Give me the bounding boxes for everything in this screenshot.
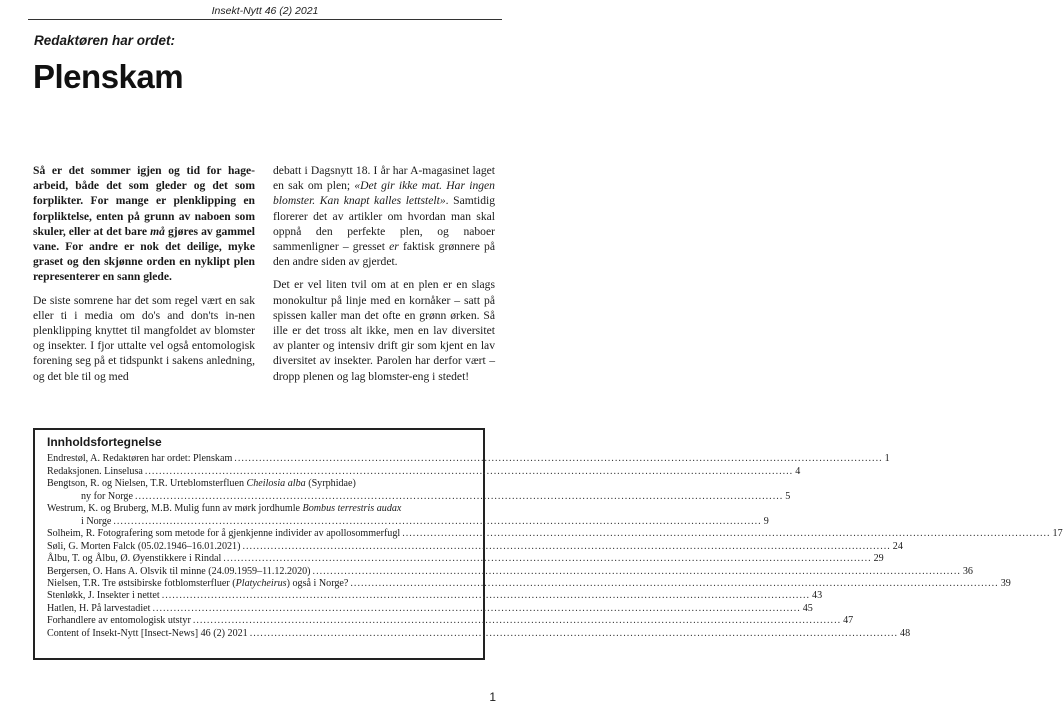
lead-paragraph bbox=[33, 163, 255, 285]
toc-leader-dots bbox=[313, 566, 961, 578]
toc-title: Innholdsfortegnelse bbox=[47, 435, 162, 449]
toc-page-number: 5 bbox=[785, 490, 791, 502]
toc-entry[interactable] bbox=[47, 577, 1011, 590]
toc-leader-dots bbox=[234, 453, 882, 465]
toc-entry-species: Platycheirus bbox=[235, 577, 287, 589]
toc-entry-text: Westrum, K. og Bruberg, M.B. Mulig funn av mørk jordhumle bbox=[47, 503, 303, 515]
toc-page-number: 1 bbox=[884, 453, 890, 465]
toc-entry-cont-text: ny for Norge bbox=[81, 490, 133, 502]
journal-issue: Insekt-Nytt 46 (2) 2021 bbox=[211, 5, 319, 17]
left-column bbox=[33, 163, 255, 392]
p2-text-1: debatt i Dagsnytt 18. I år har A-magasinet laget en sak om plen; bbox=[273, 164, 495, 193]
toc-entry[interactable] bbox=[47, 602, 813, 615]
page-number: 1 bbox=[489, 690, 496, 704]
toc-entry-continuation bbox=[47, 490, 791, 503]
toc-entry[interactable] bbox=[47, 528, 1063, 540]
toc-entry-line bbox=[47, 577, 1011, 590]
header-rule bbox=[28, 19, 502, 20]
toc-entry-label bbox=[47, 578, 348, 590]
toc-page-number: 48 bbox=[900, 627, 911, 639]
toc-page-number: 24 bbox=[892, 540, 903, 552]
toc-entry-text: Solheim, R. Fotografering som metode for å gjenkjenne individer av apollosommerfugl bbox=[47, 528, 401, 540]
toc-entry-first-line bbox=[47, 503, 474, 515]
toc-leader-dots bbox=[242, 541, 890, 553]
toc-page-number: 36 bbox=[962, 565, 973, 577]
toc-entry-line bbox=[47, 565, 973, 578]
toc-leader-dots bbox=[193, 615, 841, 627]
toc-entry-label bbox=[47, 528, 400, 540]
toc-leader-dots bbox=[162, 590, 810, 602]
body-paragraph-1: De siste somrene har det som regel vært en sak eller ti i media om do's and don'ts in-nen plenklipping knyttet til mangfoldet av blomster og insekter. I fjor uttalte vel også entomologisk forening seg på et tidspunkt i sakens anledning, og det ble til og med bbox=[33, 293, 255, 383]
toc-entry-text: Søli, G. Morten Falck (05.02.1946–16.01.2021) bbox=[47, 540, 241, 552]
toc-page-number: 45 bbox=[802, 602, 813, 614]
article-kicker: Redaktøren har ordet: bbox=[34, 33, 176, 48]
body-paragraph-2 bbox=[273, 163, 495, 269]
toc-page-number: 9 bbox=[763, 515, 769, 527]
toc-entry-line bbox=[47, 602, 813, 615]
toc-entry-text: Forhandlere av entomologisk utstyr bbox=[47, 615, 191, 627]
lead-text-1: Så er det sommer igjen og tid for hage-arbeid, både det som gleder og det som forplikter. For mange er plenklipping en forpliktelse, enten på grunn av naboen som skuler, eller at det bare bbox=[33, 164, 255, 238]
toc-entry-text: Nielsen, T.R. Tre østsibirske fotblomsterfluer ( bbox=[47, 577, 236, 589]
toc-entry-label bbox=[47, 615, 191, 627]
toc-entry[interactable] bbox=[47, 553, 884, 565]
toc-page-number: 43 bbox=[812, 590, 823, 602]
toc-entry-species: Cheilosia alba bbox=[246, 478, 306, 490]
toc-entry-line bbox=[47, 590, 823, 602]
toc-entry-line bbox=[47, 627, 911, 640]
right-column bbox=[273, 163, 495, 392]
toc-entry-text: Bengtson, R. og Nielsen, T.R. Urteblomsterfluen bbox=[47, 478, 247, 490]
toc-entry[interactable] bbox=[47, 565, 973, 578]
toc-entry-label bbox=[47, 466, 143, 478]
toc-page-number: 17 bbox=[1052, 528, 1063, 540]
toc-entry-species: Bombus terrestris audax bbox=[302, 503, 402, 515]
toc-entry-text: Content of Insekt-Nytt [Insect-News] 46 (2) 2021 bbox=[47, 627, 248, 639]
toc-entry-text: Hatlen, H. På larvestadiet bbox=[47, 602, 151, 614]
toc-entry-label bbox=[47, 541, 240, 553]
toc-entry-cont-text: i Norge bbox=[81, 515, 112, 527]
toc-leader-dots bbox=[250, 628, 898, 640]
toc-entry-line bbox=[47, 540, 903, 553]
p2-text-2: . Samtidig florerer det av artikler om hvordan man skal oppnå den perfekte plen, og naboer sammenligner – gresset bbox=[273, 194, 496, 254]
toc-leader-dots bbox=[350, 578, 998, 590]
toc-entry-label bbox=[47, 453, 232, 465]
lead-text-2: gjøres av gammel vane. For andre er nok det deilige, myke graset og den skjønne orden en nyklipt plen representerer en sann glede. bbox=[33, 224, 255, 284]
magazine-quote: «Det gir ikke mat. Har ingen blomster. Kan knapt kalles lettstelt» bbox=[273, 179, 495, 208]
toc-entry-line bbox=[47, 465, 801, 478]
toc-entry[interactable] bbox=[47, 590, 823, 602]
toc-entry[interactable] bbox=[47, 453, 890, 465]
toc-entry[interactable] bbox=[47, 627, 911, 640]
toc-entry[interactable] bbox=[47, 465, 801, 478]
toc-entry-line bbox=[47, 453, 890, 465]
body-paragraph-3: Det er vel liten tvil om at en plen er en slags monokultur på linje med en kornåker – satt på spissen kaller man det ofte en grønn ørken. Så ille er det tross alt ikke, men en lav diversitet av planter og intensiv drift gir som kjent en lav diversitet av insekter. Parolen har derfor vært – dropp plenen og lag blomster-eng i stedet! bbox=[273, 278, 495, 383]
toc-page-number: 4 bbox=[795, 465, 801, 477]
toc-entry-label bbox=[47, 603, 150, 615]
toc-page-number: 47 bbox=[843, 615, 854, 627]
toc-entry-label bbox=[47, 628, 248, 640]
toc-entry-line bbox=[47, 615, 854, 627]
table-of-contents bbox=[33, 428, 1063, 660]
toc-page-number: 39 bbox=[1000, 577, 1011, 589]
toc-leader-dots bbox=[402, 528, 1050, 540]
toc-leader-dots bbox=[152, 603, 800, 615]
toc-entry-label bbox=[47, 590, 160, 602]
toc-entry[interactable] bbox=[47, 478, 791, 503]
toc-leader-dots bbox=[223, 553, 871, 565]
toc-entry-line bbox=[47, 553, 884, 565]
toc-entry-label bbox=[47, 553, 221, 565]
p2-text-3: faktisk grønnere på den andre siden av gjerdet. bbox=[273, 240, 495, 269]
toc-entry-text-after: (Syrphidae) bbox=[305, 478, 356, 490]
toc-page-number: 29 bbox=[873, 553, 884, 565]
toc-entry-text: Stenløkk, J. Insekter i nettet bbox=[47, 590, 160, 602]
toc-entry-first-line bbox=[47, 478, 474, 490]
toc-entry-text: Endrestøl, A. Redaktøren har ordet: Plenskam bbox=[47, 453, 233, 465]
toc-list bbox=[47, 453, 1063, 640]
toc-leader-dots bbox=[145, 466, 793, 478]
toc-entry[interactable] bbox=[47, 540, 903, 553]
toc-entry-text: Ålbu, T. og Ålbu, Ø. Øyenstikkere i Rindal bbox=[47, 553, 222, 565]
emphasis-er: er bbox=[389, 240, 399, 254]
toc-leader-dots bbox=[113, 516, 761, 528]
article-title: Plenskam bbox=[33, 58, 184, 95]
toc-entry-text-after: ) også i Norge? bbox=[286, 577, 349, 589]
toc-entry-label bbox=[47, 566, 311, 578]
toc-entry-text: Bergersen, O. Hans A. Olsvik til minne (24.09.1959–11.12.2020) bbox=[47, 565, 311, 577]
toc-entry-text: Redaksjonen. Linselusa bbox=[47, 465, 143, 477]
toc-leader-dots bbox=[135, 491, 783, 503]
toc-entry[interactable] bbox=[47, 503, 769, 528]
toc-entry-continuation bbox=[47, 515, 769, 528]
toc-entry[interactable] bbox=[47, 615, 854, 627]
toc-entry-line bbox=[47, 528, 1063, 540]
lead-emphasis: må bbox=[150, 224, 165, 238]
